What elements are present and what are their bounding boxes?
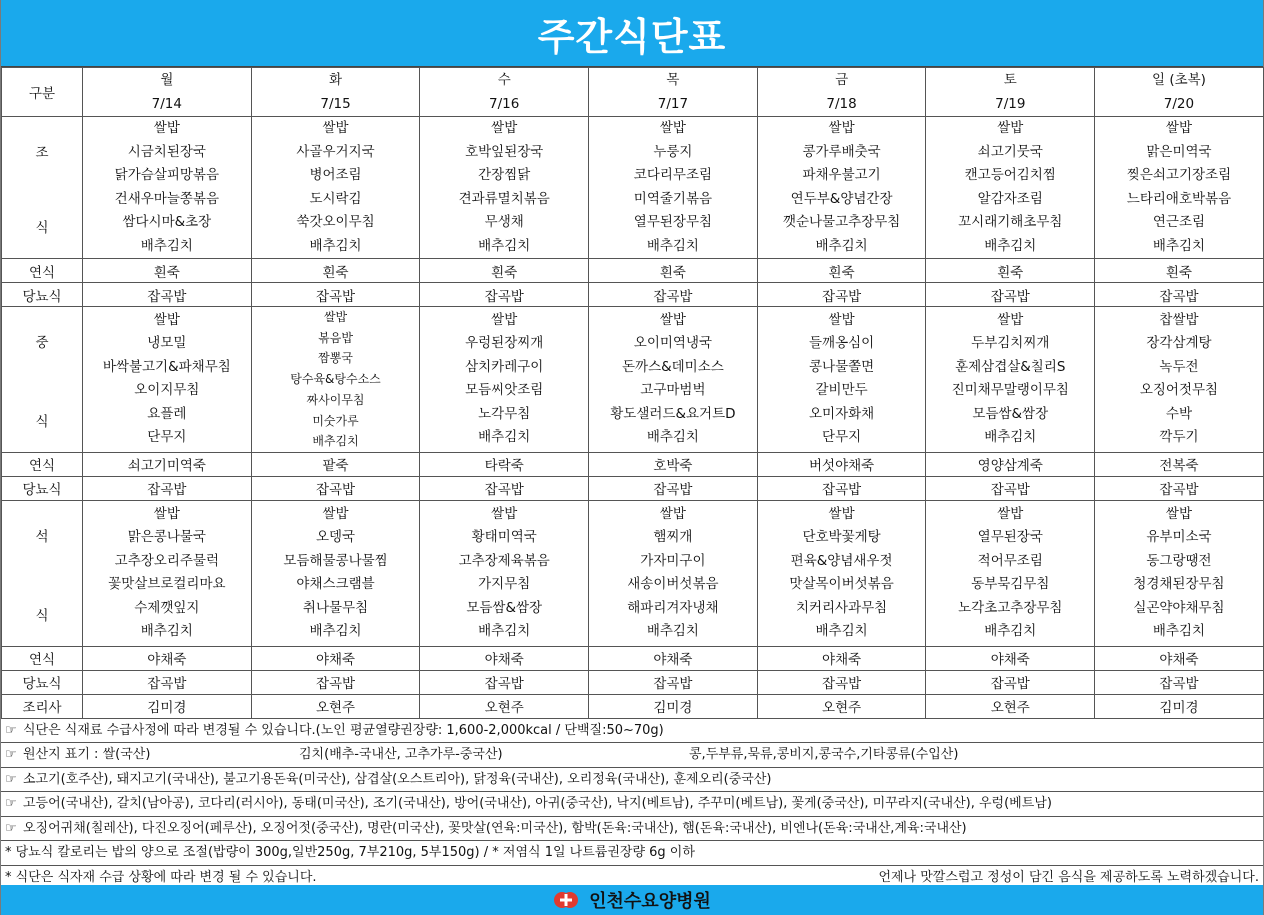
breakfast-label (2, 117, 83, 259)
meal-cell (589, 307, 758, 453)
hospital-name: 인천수요양병원 (589, 891, 711, 912)
cook-name: 오현주 (926, 694, 1095, 718)
note-line (1, 841, 1263, 866)
menu-item: 수제깻잎지 (134, 599, 200, 616)
menu-item: 볶음밥 (318, 330, 353, 345)
menu-item: 쌀밥 (659, 120, 686, 136)
menu-item: 쌈다시마&초장 (122, 214, 212, 230)
note-line (1, 719, 1263, 744)
cook-name: 오현주 (757, 694, 926, 718)
meal-cell (83, 307, 252, 453)
menu-item: 배추김치 (815, 623, 868, 640)
menu-item: 배추김치 (646, 623, 699, 640)
diabetic-cell: 잡곡밥 (757, 670, 926, 694)
meal-label-bottom: 식 (35, 607, 49, 624)
menu-item: 노각초고추장무침 (958, 599, 1063, 616)
menu-item: 미역줄기볶음 (633, 190, 713, 207)
porridge-cell: 전복죽 (1095, 452, 1264, 476)
day-header (589, 68, 758, 117)
menu-item: 배추김치 (309, 237, 362, 254)
menu-item: 쌀밥 (322, 505, 349, 522)
porridge-cell: 호박죽 (589, 452, 758, 476)
menu-item: 고구마범벅 (640, 382, 706, 399)
day-date: 7/17 (657, 96, 689, 112)
diabetic-cell: 잡곡밥 (83, 670, 252, 694)
day-header (757, 68, 926, 117)
meal-cell (1095, 500, 1264, 646)
diabetic-cell: 잡곡밥 (420, 476, 589, 500)
meal-cell (926, 117, 1095, 259)
menu-item: 쑥갓오이무침 (296, 214, 375, 230)
menu-item: 단무지 (822, 429, 862, 446)
menu-item: 배추김치 (309, 623, 362, 640)
menu-item: 동그랑땡전 (1146, 552, 1212, 569)
porridge-cell: 흰죽 (251, 259, 420, 283)
menu-item: 쌀밥 (997, 505, 1024, 522)
menu-item: 쌀밥 (828, 311, 855, 328)
dinner-porridge-row (2, 646, 1264, 670)
menu-item: 열무된장무침 (633, 214, 713, 230)
menu-item: 오뎅국 (315, 529, 356, 546)
menu-item: 배추김치 (1152, 623, 1206, 640)
note-text: 김치(배추-국내산, 고추가루-중국산) (299, 747, 503, 763)
day-name: 금 (835, 72, 849, 88)
menu-item: 황도샐러드&요거트D (610, 405, 736, 422)
meal-label-top: 조 (35, 145, 49, 161)
menu-item: 오징어젓무침 (1139, 382, 1219, 399)
porridge-cell: 야채죽 (420, 646, 589, 670)
menu-item: 맑은미역국 (1146, 143, 1212, 160)
breakfast-diabetic-row (2, 283, 1264, 307)
day-header (83, 68, 252, 117)
diabetic-cell: 잡곡밥 (757, 283, 926, 307)
porridge-cell: 야채죽 (83, 646, 252, 670)
menu-item: 장각삼계탕 (1146, 335, 1212, 352)
menu-item: 배추김치 (312, 434, 359, 449)
meal-cell (589, 500, 758, 646)
menu-item: 수박 (1165, 405, 1193, 422)
menu-item: 가자미구이 (640, 552, 706, 569)
porridge-cell: 야채죽 (589, 646, 758, 670)
menu-item: 오미자화채 (808, 405, 875, 422)
note-text: 식단은 식재료 수급사정에 따라 변경될 수 있습니다.(노인 평균열량권장량: 1,600-2,000kcal / 단백질:50~70g) (23, 722, 664, 738)
meal-cell (926, 500, 1095, 646)
cook-name: 김미경 (83, 694, 252, 718)
menu-item: 요플레 (147, 405, 187, 422)
meal-label-top: 중 (35, 335, 49, 351)
menu-item: 들깨옹심이 (808, 335, 875, 352)
menu-item: 쌀밥 (659, 505, 686, 522)
menu-item: 닭가슴살피망볶음 (114, 167, 219, 183)
menu-item: 연두부&양념간장 (790, 190, 893, 207)
porridge-cell: 야채죽 (926, 646, 1095, 670)
menu-item: 쌀밥 (323, 310, 348, 324)
menu-item: 배추김치 (140, 623, 193, 640)
menu-item: 맑은콩나물국 (127, 529, 206, 546)
menu-item: 도시락김 (309, 190, 362, 207)
note-line (1, 792, 1263, 817)
diabetic-cell: 잡곡밥 (926, 476, 1095, 500)
meal-label-bottom: 식 (35, 413, 49, 430)
menu-item: 고추장오리주물럭 (114, 552, 219, 569)
menu-item: 진미채무말랭이무침 (951, 382, 1069, 399)
diabetic-cell: 잡곡밥 (420, 283, 589, 307)
menu-item: 배추김치 (478, 623, 531, 640)
day-header (1095, 68, 1264, 117)
menu-item: 병어조림 (309, 167, 362, 183)
porridge-cell: 쇠고기미역죽 (83, 452, 252, 476)
day-name: 일 (초복) (1151, 72, 1206, 88)
menu-item: 쌀밥 (828, 120, 855, 136)
porridge-cell: 흰죽 (589, 259, 758, 283)
menu-item: 냉모밀 (147, 335, 187, 352)
menu-item: 연근조림 (1152, 214, 1206, 230)
cook-label: 조리사 (2, 694, 83, 718)
diabetic-cell: 잡곡밥 (83, 283, 252, 307)
day-date: 7/14 (151, 96, 182, 112)
diabetic-cell: 잡곡밥 (1095, 476, 1264, 500)
day-date: 7/19 (995, 96, 1026, 112)
menu-item: 배추김치 (478, 237, 531, 254)
diabetic-cell: 잡곡밥 (420, 670, 589, 694)
menu-item: 쇠고기뭇국 (977, 143, 1043, 160)
porridge-label: 연식 (2, 452, 83, 476)
lunch-porridge-row (2, 452, 1264, 476)
day-name: 토 (1003, 72, 1017, 88)
menu-item: 탕수육&탕수소스 (290, 372, 381, 387)
note-text: * 당뇨식 칼로리는 밥의 양으로 조절(밥량이 300g,일반250g, 7부210g, 5부150g) / * 저염식 1일 나트륨권장량 6g 이하 (5, 845, 695, 861)
diabetic-cell: 잡곡밥 (1095, 670, 1264, 694)
menu-item: 유부미소국 (1146, 529, 1212, 546)
menu-item: 코다리무조림 (633, 167, 713, 183)
menu-item: 간장찜닭 (478, 167, 531, 183)
menu-item: 쌀밥 (322, 120, 349, 136)
day-name: 목 (666, 72, 680, 88)
lunch-label (2, 307, 83, 453)
pointing-hand-icon: ☞ (5, 771, 17, 787)
menu-item: 배추김치 (984, 623, 1037, 640)
pointing-hand-icon: ☞ (5, 820, 17, 836)
porridge-cell: 흰죽 (1095, 259, 1264, 283)
menu-item: 깍두기 (1159, 429, 1199, 446)
menu-item: 해파리겨자냉채 (627, 599, 719, 616)
diabetic-cell: 잡곡밥 (251, 476, 420, 500)
menu-item: 모듬쌈&쌈장 (466, 599, 543, 616)
porridge-cell: 흰죽 (926, 259, 1095, 283)
diabetic-label: 당뇨식 (2, 476, 83, 500)
menu-item: 배추김치 (646, 237, 699, 254)
menu-item: 쌀밥 (491, 505, 518, 522)
porridge-cell: 흰죽 (420, 259, 589, 283)
meal-cell (926, 307, 1095, 453)
meal-cell (420, 500, 589, 646)
menu-item: 취나물무침 (302, 599, 369, 616)
day-date: 7/16 (489, 96, 520, 112)
porridge-cell: 야채죽 (757, 646, 926, 670)
menu-item: 알감자조림 (977, 190, 1043, 207)
menu-item: 배추김치 (646, 429, 699, 446)
menu-item: 오이지무침 (134, 382, 200, 399)
menu-item: 쌀밥 (153, 311, 180, 328)
porridge-cell: 흰죽 (83, 259, 252, 283)
menu-item: 쌀밥 (491, 120, 518, 136)
menu-item: 쌀밥 (659, 311, 686, 328)
cook-name: 김미경 (589, 694, 758, 718)
menu-item: 꼬시래기해초무침 (958, 214, 1063, 230)
menu-item: 모듬쌈&쌈장 (972, 405, 1049, 422)
menu-item: 배추김치 (984, 237, 1037, 254)
menu-item: 오이미역냉국 (633, 335, 713, 352)
header-label: 구분 (2, 68, 83, 117)
menu-item: 견과류멸치볶음 (458, 190, 550, 207)
menu-item: 훈제삼겹살&칠리S (955, 358, 1066, 375)
day-header (926, 68, 1095, 117)
menu-item: 캔고등어김치찜 (964, 167, 1056, 183)
menu-item: 느타리애호박볶음 (1126, 190, 1232, 207)
day-name: 월 (160, 72, 174, 88)
meal-label-top: 석 (35, 528, 49, 545)
menu-item: 무생채 (484, 214, 524, 230)
menu-item: 콩가루배춧국 (802, 143, 881, 160)
menu-item: 호박잎된장국 (465, 143, 544, 160)
menu-item: 삼치카레구이 (465, 358, 544, 375)
menu-item: 쌀밥 (153, 120, 180, 136)
menu-item: 누룽지 (653, 143, 693, 160)
meal-cell (83, 117, 252, 259)
meal-cell (757, 307, 926, 453)
menu-item: 황태미역국 (471, 529, 537, 546)
cook-name: 오현주 (251, 694, 420, 718)
day-date: 7/18 (826, 96, 857, 112)
cook-name: 김미경 (1095, 694, 1264, 718)
porridge-label: 연식 (2, 259, 83, 283)
menu-item: 시금치된장국 (127, 143, 206, 160)
hospital-logo-icon (553, 889, 579, 911)
breakfast-porridge-row (2, 259, 1264, 283)
diabetic-cell: 잡곡밥 (589, 476, 758, 500)
menu-item: 고추장제육볶음 (458, 552, 550, 569)
note-line (1, 817, 1263, 842)
menu-item: 맛살목이버섯볶음 (789, 576, 894, 593)
menu-item: 열무된장국 (977, 529, 1043, 546)
meal-cell (251, 500, 420, 646)
diabetic-label: 당뇨식 (2, 670, 83, 694)
hospital-logo-svg (553, 889, 579, 911)
cook-name: 오현주 (420, 694, 589, 718)
menu-item: 우렁된장찌개 (465, 335, 544, 352)
header-row (2, 68, 1264, 117)
diabetic-cell: 잡곡밥 (251, 670, 420, 694)
porridge-label: 연식 (2, 646, 83, 670)
menu-item: 찹쌀밥 (1159, 311, 1199, 328)
pointing-hand-icon: ☞ (5, 722, 17, 738)
pointing-hand-icon: ☞ (5, 747, 17, 763)
menu-item: 적어무조림 (977, 552, 1043, 569)
menu-item: 두부김치찌개 (971, 335, 1050, 352)
porridge-cell: 야채죽 (251, 646, 420, 670)
menu-table (1, 67, 1264, 719)
meal-cell (1095, 117, 1264, 259)
menu-item: 사골우거지국 (296, 143, 375, 160)
meal-cell (589, 117, 758, 259)
menu-item: 햄찌개 (653, 529, 693, 546)
page-title: 주간식단표 (1, 0, 1263, 67)
meal-label-bottom: 식 (35, 220, 49, 236)
menu-item: 쌀밥 (828, 505, 855, 522)
menu-item: 바싹불고기&파채무침 (102, 358, 231, 375)
breakfast-row (2, 117, 1264, 259)
menu-item: 단호박꽃게탕 (802, 529, 881, 546)
meal-cell (251, 307, 420, 453)
menu-item: 쌀밥 (997, 311, 1024, 328)
menu-item: 야채스크램블 (296, 576, 375, 593)
menu-item: 치커리사과무침 (795, 599, 888, 616)
menu-item: 배추김치 (815, 237, 868, 254)
menu-item: 단무지 (147, 429, 187, 446)
porridge-cell: 버섯야채죽 (757, 452, 926, 476)
day-header (420, 68, 589, 117)
menu-item: 파채우불고기 (802, 167, 881, 183)
menu-item: 배추김치 (478, 429, 531, 446)
day-name: 수 (497, 72, 511, 88)
cook-row (2, 694, 1264, 718)
menu-item: 건새우마늘쫑볶음 (114, 190, 219, 207)
menu-item: 콩나물쫄면 (808, 358, 875, 375)
menu-item: 새송이버섯볶음 (627, 576, 719, 593)
pointing-hand-icon: ☞ (5, 796, 17, 812)
porridge-cell: 흰죽 (757, 259, 926, 283)
meal-cell (251, 117, 420, 259)
porridge-cell: 야채죽 (1095, 646, 1264, 670)
day-date: 7/15 (320, 96, 351, 112)
menu-item: 꽃맛살브로컬리마요 (108, 576, 226, 593)
diabetic-label: 당뇨식 (2, 283, 83, 307)
meal-cell (757, 117, 926, 259)
dinner-diabetic-row (2, 670, 1264, 694)
diabetic-cell: 잡곡밥 (757, 476, 926, 500)
diabetic-cell: 잡곡밥 (83, 476, 252, 500)
menu-item: 짜사이무침 (306, 392, 365, 407)
note-text: 콩,두부류,묵류,콩비지,콩국수,기타콩류(수입산) (689, 747, 959, 763)
menu-item: 찢은쇠고기장조림 (1126, 167, 1232, 183)
menu-item: 동부묵김무침 (971, 576, 1050, 593)
note-text: * 식단은 식자재 수급 상황에 따라 변경 될 수 있습니다. (5, 869, 317, 885)
menu-item: 갈비만두 (815, 382, 868, 399)
menu-item: 쌀밥 (997, 120, 1024, 136)
meal-cell (420, 117, 589, 259)
menu-item: 짬뽕국 (318, 351, 353, 366)
menu-item: 편육&양념새우젓 (790, 552, 893, 569)
note-text: 소고기(호주산), 돼지고기(국내산), 불고기용돈육(미국산), 삼겹살(오스트리아), 닭정육(국내산), 오리정육(국내산), 훈제오리(중국산) (23, 771, 772, 787)
menu-item: 실곤약야채무침 (1133, 599, 1225, 616)
porridge-cell: 팥죽 (251, 452, 420, 476)
menu-item: 모듬씨앗조림 (465, 382, 544, 399)
menu-item: 청경채된장무침 (1133, 576, 1225, 593)
note-text: 언제나 맛깔스럽고 정성이 담긴 음식을 제공하도록 노력하겠습니다. (878, 869, 1259, 885)
menu-item: 돈까스&데미소스 (621, 358, 724, 375)
meal-cell (83, 500, 252, 646)
diabetic-cell: 잡곡밥 (926, 283, 1095, 307)
diabetic-cell: 잡곡밥 (589, 283, 758, 307)
note-text: 고등어(국내산), 갈치(남아공), 코다리(러시아), 동태(미국산), 조기(국내산), 방어(국내산), 아귀(중국산), 낙지(베트남), 주꾸미(베트남), 꽃게(중국산), 미꾸라지(국내산), 우렁(베트남) (23, 796, 1052, 812)
notes-section (1, 719, 1263, 891)
lunch-diabetic-row (2, 476, 1264, 500)
menu-item: 노각무침 (478, 405, 531, 422)
menu-item: 깻순나물고추장무침 (782, 214, 901, 230)
diabetic-cell: 잡곡밥 (251, 283, 420, 307)
menu-item: 녹두전 (1159, 358, 1199, 375)
footer-bar (1, 885, 1263, 915)
note-text: 원산지 표기 : 쌀(국산) (23, 747, 151, 763)
dinner-label (2, 500, 83, 646)
menu-item: 쌀밥 (1165, 505, 1193, 522)
lunch-row (2, 307, 1264, 453)
diabetic-cell: 잡곡밥 (1095, 283, 1264, 307)
day-header (251, 68, 420, 117)
note-line (1, 768, 1263, 793)
porridge-cell: 타락죽 (420, 452, 589, 476)
day-name: 화 (329, 72, 343, 88)
menu-item: 미숫가루 (312, 413, 359, 428)
meal-cell (420, 307, 589, 453)
menu-item: 모듬해물콩나물찜 (283, 552, 388, 569)
meal-cell (1095, 307, 1264, 453)
day-date: 7/20 (1163, 96, 1195, 112)
meal-cell (757, 500, 926, 646)
menu-item: 배추김치 (984, 429, 1037, 446)
porridge-cell: 영양삼계죽 (926, 452, 1095, 476)
menu-item: 쌀밥 (491, 311, 518, 328)
menu-item: 쌀밥 (153, 505, 180, 522)
menu-item: 배추김치 (1152, 237, 1206, 254)
menu-item: 배추김치 (140, 237, 193, 254)
dinner-row (2, 500, 1264, 646)
diabetic-cell: 잡곡밥 (926, 670, 1095, 694)
diabetic-cell: 잡곡밥 (589, 670, 758, 694)
note-text: 오징어귀채(칠레산), 다진오징어(페루산), 오징어젓(중국산), 명란(미국산), 꽃맛살(연육:미국산), 함박(돈육:국내산), 햄(돈육:국내산), 비엔나(돈육:국내산,계육:국내산) (23, 820, 967, 836)
menu-item: 쌀밥 (1165, 120, 1193, 136)
note-line (1, 743, 1263, 768)
menu-item: 가지무침 (478, 576, 531, 593)
